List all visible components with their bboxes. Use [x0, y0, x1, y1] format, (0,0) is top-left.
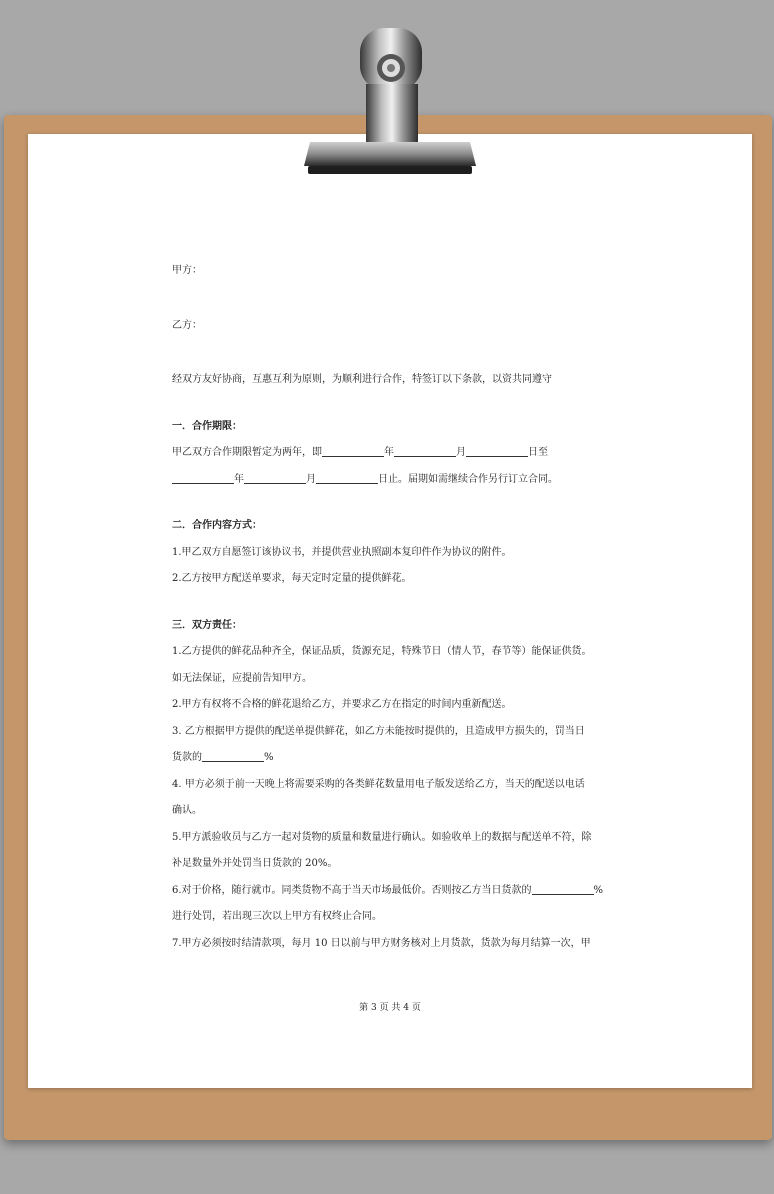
party-b-line: 乙方：: [172, 319, 202, 331]
page-footer: 第 3 页 共 4 页: [359, 1003, 421, 1013]
section-3-item-4b: 确认。: [172, 805, 202, 816]
blank-field: [316, 471, 378, 484]
section-2-item-2: 2.乙方按甲方配送单要求，每天定时定量的提供鲜花。: [172, 573, 412, 584]
party-a-line: 甲方：: [172, 265, 202, 276]
intro-paragraph: 经双方友好协商，互惠互利为原则，为顺利进行合作，特签订以下条款，以资共同遵守: [172, 374, 552, 385]
section-3-item-7: 7.甲方必须按时结清款项，每月 10 日以前与甲方财务核对上月货款，货款为每月结算一次，甲: [172, 937, 591, 949]
blank-field: [172, 471, 234, 484]
section-1-line-1: 甲乙双方合作期限暂定为两年，即 年 月 日至: [172, 440, 606, 467]
contract-text: [172, 258, 606, 957]
blank-field: [466, 444, 528, 457]
section-3-item-3b: 货款的 %: [172, 745, 606, 772]
section-3-item-2: 2.甲方有权将不合格的鲜花退给乙方，并要求乙方在指定的时间内重新配送。: [172, 699, 512, 710]
blank-field: [532, 882, 594, 895]
blank-field: [202, 749, 264, 762]
blank-field: [244, 471, 306, 484]
section-1-heading: 一．合作期限：: [172, 420, 242, 432]
section-3-item-1a: 1.乙方提供的鲜花品种齐全，保证品质，货源充足，特殊节日（情人节，春节等）能保证供货。: [172, 646, 592, 657]
binder-clip-icon: [300, 26, 480, 178]
blank-field: [322, 444, 384, 457]
section-3-item-5b: 补足数量外并处罚当日货款的 20%。: [172, 858, 338, 869]
section-3-item-5a: 5.甲方派验收员与乙方一起对货物的质量和数量进行确认。如验收单上的数据与配送单不符，除: [172, 831, 592, 843]
section-3-item-6b: 进行处罚，若出现三次以上甲方有权终止合同。: [172, 911, 382, 922]
section-3-heading: 三．双方责任：: [172, 619, 242, 631]
section-3-item-1b: 如无法保证，应提前告知甲方。: [172, 672, 312, 684]
section-3-item-4a: 4. 甲方必须于前一天晚上将需要采购的各类鲜花数量用电子版发送给乙方，当天的配送以电话: [172, 778, 585, 790]
section-2-item-1: 1.甲乙双方自愿签订该协议书，并提供营业执照副本复印件作为协议的附件。: [172, 546, 512, 558]
section-3-item-3a: 3. 乙方根据甲方提供的配送单提供鲜花，如乙方未能按时提供的，且造成甲方损失的，罚当日: [172, 725, 585, 737]
section-1-line-2: 年 月 日止。届期如需继续合作另行订立合同。: [172, 467, 606, 494]
section-2-heading: 二．合作内容方式：: [172, 520, 262, 531]
blank-field: [394, 444, 456, 457]
section-3-item-6a: 6.对于价格，随行就市。同类货物不高于当天市场最低价。否则按乙方当日货款的 %: [172, 878, 606, 905]
